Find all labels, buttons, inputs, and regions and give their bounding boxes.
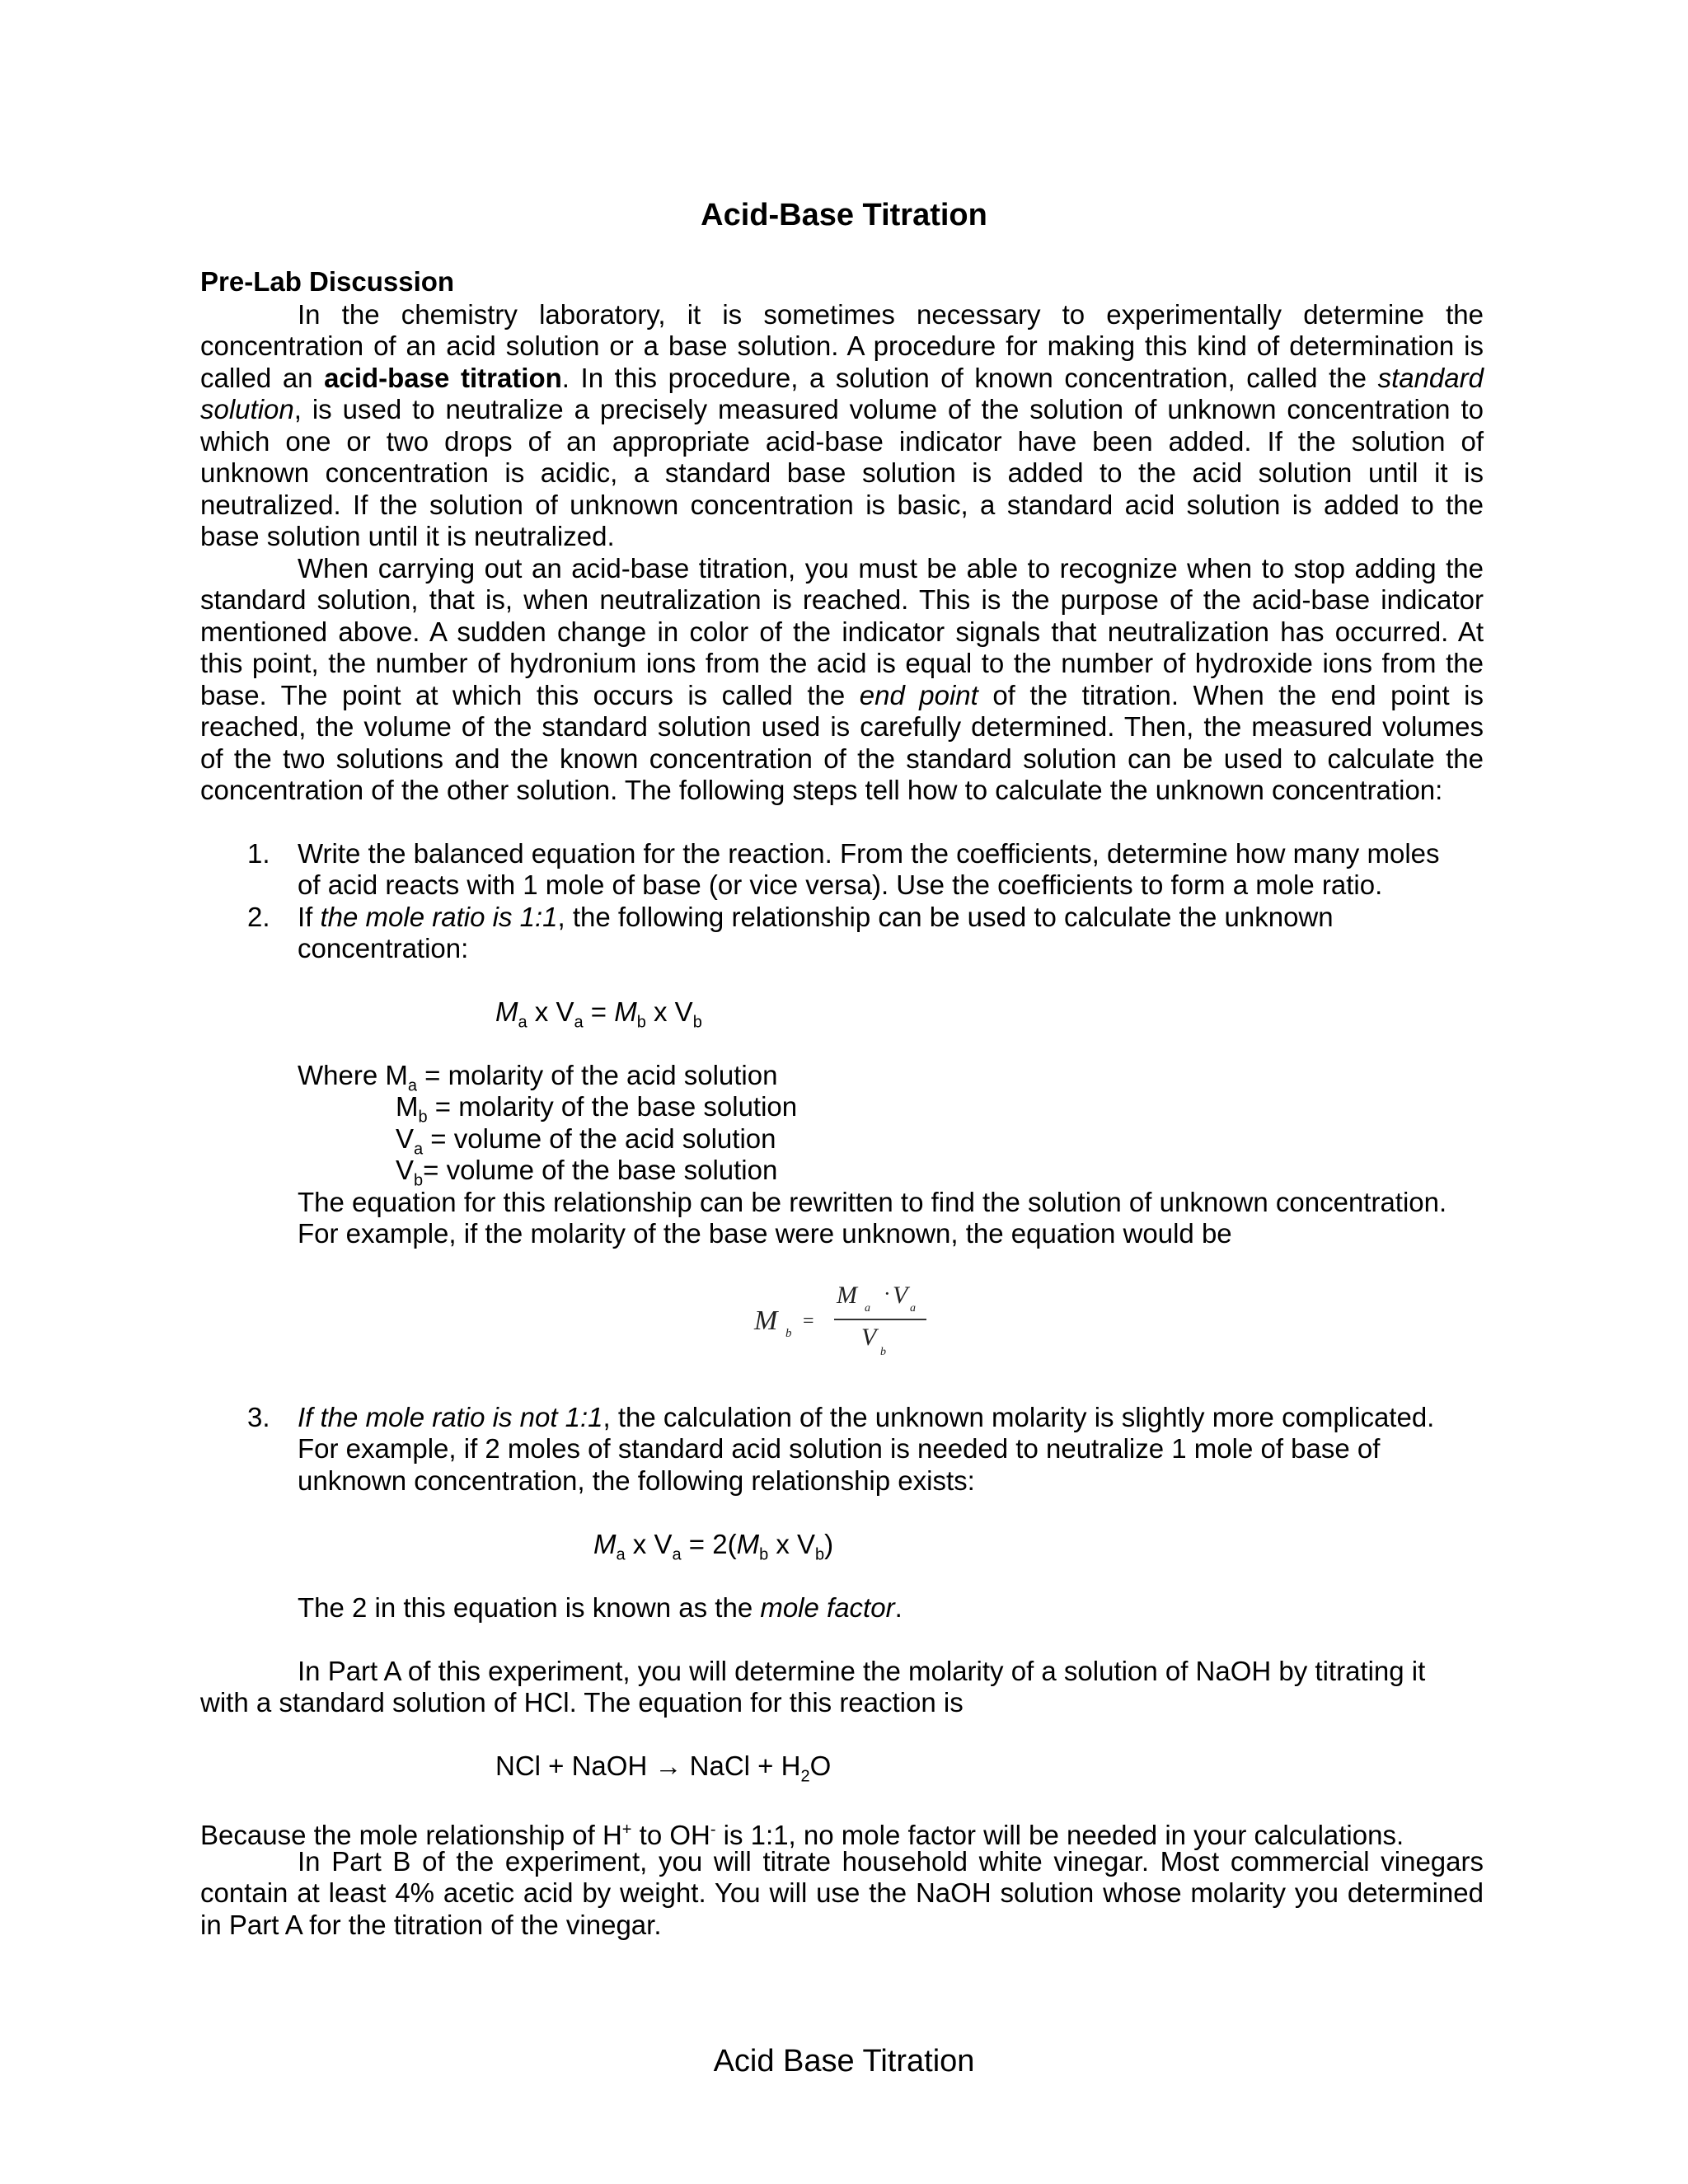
equation-1: $M_a$ x $V_a = M_b$ x $V_b$ <box>495 996 702 1032</box>
paragraph-2-line: concentration of the other solution. The following steps tell how to calculate the unknown concentration: <box>200 775 1443 805</box>
step-2-line: If the mole ratio is 1:1, the following relationship can be used to calculate the unknown <box>298 902 1334 932</box>
rewrite-line: The equation for this relationship can be rewritten to find the solution of unknown concentration. <box>298 1187 1447 1217</box>
paragraph-2-line: mentioned above. A sudden change in color of the indicator signals that neutralization has occurred. At <box>200 616 1484 647</box>
part-b-line: contain at least 4% acetic acid by weight. You will use the NaOH solution whose molarity you determined <box>200 1877 1484 1908</box>
definition-line: Where $M_a$ = molarity of the acid solution <box>298 1060 778 1095</box>
section-heading: Pre-Lab Discussion <box>200 266 455 297</box>
page-title: Acid-Base Titration <box>701 198 987 232</box>
paragraph-2-line: this point, the number of hydronium ions from the acid is equal to the number of hydroxide ions from the <box>200 648 1484 678</box>
list-number: 3. <box>247 1402 270 1432</box>
paragraph-1-line: In the chemistry laboratory, it is sometimes necessary to experimentally determine the <box>298 299 1484 330</box>
part-b-line: in Part A for the titration of the vinegar. <box>200 1910 662 1940</box>
term-standard: standard <box>1377 363 1484 393</box>
step-2-line: concentration: <box>298 933 469 963</box>
page-footer: Acid Base Titration <box>713 2044 975 2079</box>
paragraph-1-line: solution, is used to neutralize a precisely measured volume of the solution of unknown concentration to <box>200 394 1484 424</box>
paragraph-2-line: reached, the volume of the standard solution used is carefully determined. Then, the measured volumes <box>200 711 1484 742</box>
paragraph-1-line: concentration of an acid solution or a base solution. A procedure for making this kind of determination is <box>200 330 1484 361</box>
step-3-line: unknown concentration, the following relationship exists: <box>298 1465 975 1496</box>
step-1-line: of acid reacts with 1 mole of base (or vice versa). Use the coefficients to form a mole ratio. <box>298 869 1383 900</box>
term-acid-base-titration: acid-base titration <box>324 363 562 393</box>
step-1-line: Write the balanced equation for the reaction. From the coefficients, determine how many moles <box>298 838 1440 869</box>
term-solution: solution <box>200 394 294 424</box>
document-page: Acid-Base Titration Pre-Lab Discussion In the chemistry laboratory, it is sometimes necessary to experimentally determine the concentration of an acid solution or a base solution. A procedure for making this kind of determination is called an acid-base titration. In this procedure, a solution of known concentration, called the standard solution, is used to neutralize a precisely measured volume of the solution of unknown concentration to which one or two drops of an appropriate acid-base indicator have been added. If the solution of unknown concentration is acidic, a standard base solution is added to the acid solution until it is neutralized. If the solution of unknown concentration is basic, a standard acid solution is added to the base solution until it is neutralized. When carrying out an acid-base titration, you must be able to recognize when to stop adding the standard solution, that is, when neutralization is reached. This is the purpose of the acid-base indicator mentioned above. A sudden change in color of the indicator signals that neutralization has occurred. At this point, the number of hydronium ions from the acid is equal to the number of hydroxide ions from the base. The point at which this occurs is called the end point of the titration. When the end point is reached, the volume of the standard solution used is carefully determined. Then, the measured volumes of the two solutions and the known concentration of the standard solution can be used to calculate the concentration of the other solution. The following steps tell how to calculate the unknown concentration: 1. Write the balanced equation for the reaction. From the coefficients, determine how many moles of acid reacts with 1 mole of base (or vice versa). Use the coefficients to form a mole ratio. 2. If the mole ratio is 1:1, the following relationship can be used to calculate the unknown concentration: $M_a$ x $V_a = M_b$ x $V_b$ Where $M_a$ = molarity of the acid solution $M_b$ = molarity of the base solution $V_a$ = volume of the acid solution $V_b=$ volume of the base solution The equation for this relationship can be rewritten to find the solution of unknown concentration. For example, if the molarity of the base were unknown, the equation would be M b = M a · V a V b 3. If the mole ratio is not 1:1, the calculation of the unknown molarity is slightly more complicated. For example, if 2 moles of standard acid solution is needed to neutralize 1 mole of base of unknown concentration, the following relationship exists: $M_a$ x $V_a = 2(M_b$ x $V_b$) The 2 in this equation is known as the mole factor. In Part A of this experiment, you will determine the molarity of a solution of NaOH by titrating it with a standard solution of HCl. The equation for this reaction is NCl + NaOH → NaCl + $H_2O$ Because the mole relationship of H+ to OH- is 1:1, no mole factor will be needed in your calculations. In Part B of the experiment, you will titrate household white vinegar. Most commercial vinegars contain at least 4% acetic acid by weight. You will use the NaOH solution whose molarity you determined in Part A for the titration of the vinegar. Acid Base Titration <box>0 0 1688 2184</box>
term-end-point: end point <box>859 680 978 710</box>
reaction-equation: NCl + NaOH → NaCl + $H_2O$ <box>495 1750 832 1786</box>
mole-factor-line: The 2 in this equation is known as the mole factor. <box>298 1592 903 1623</box>
paragraph-2-line: base. The point at which this occurs is called the end point of the titration. When the end point is <box>200 680 1484 710</box>
paragraph-1-line: neutralized. If the solution of unknown concentration is basic, a standard acid solution is added to the <box>200 490 1484 520</box>
paragraph-1-line: called an acid-base titration. In this procedure, a solution of known concentration, called the standard <box>200 363 1484 393</box>
mole-ratio-phrase: the mole ratio is 1:1 <box>320 902 558 932</box>
paragraph-1-line: unknown concentration is acidic, a standard base solution is added to the acid solution until it is <box>200 457 1484 488</box>
equation-2: $M_a$ x $V_a = 2(M_b$ x $V_b$) <box>593 1529 834 1564</box>
part-b-line: In Part B of the experiment, you will titrate household white vinegar. Most commercial vinegars <box>298 1846 1484 1877</box>
definition-line: $V_a$ = volume of the acid solution <box>396 1123 776 1159</box>
step-3-line: If the mole ratio is not 1:1, the calculation of the unknown molarity is slightly more complicated. <box>298 1402 1435 1432</box>
ratio-line: Because the mole relationship of H+ to OH- is 1:1, no mole factor will be needed in your calculations. <box>200 1820 1404 1850</box>
paragraph-2-line: When carrying out an acid-base titration, you must be able to recognize when to stop adding the <box>298 553 1484 583</box>
step-3-line: For example, if 2 moles of standard acid solution is needed to neutralize 1 mole of base of <box>298 1433 1381 1464</box>
part-a-line: In Part A of this experiment, you will determine the molarity of a solution of NaOH by titrating it <box>298 1656 1426 1686</box>
definition-line: $V_b=$ volume of the base solution <box>396 1155 778 1190</box>
mole-ratio-not-phrase: If the mole ratio is not 1:1 <box>298 1402 603 1432</box>
rewrite-line: For example, if the molarity of the base were unknown, the equation would be <box>298 1218 1232 1249</box>
list-number: 2. <box>247 902 270 932</box>
paragraph-1-line: base solution until it is neutralized. <box>200 521 615 551</box>
arrow-icon: → <box>654 1750 682 1781</box>
definition-line: $M_b$ = molarity of the base solution <box>396 1091 798 1127</box>
list-number: 1. <box>247 838 270 869</box>
part-a-line: with a standard solution of HCl. The equation for this reaction is <box>200 1687 964 1718</box>
paragraph-2-line: of the two solutions and the known concentration of the standard solution can be used to calculate the <box>200 743 1484 774</box>
paragraph-2-line: standard solution, that is, when neutralization is reached. This is the purpose of the acid-base indicator <box>200 584 1484 615</box>
paragraph-1-line: which one or two drops of an appropriate acid-base indicator have been added. If the solution of <box>200 426 1484 457</box>
fraction-bar <box>834 1319 926 1320</box>
